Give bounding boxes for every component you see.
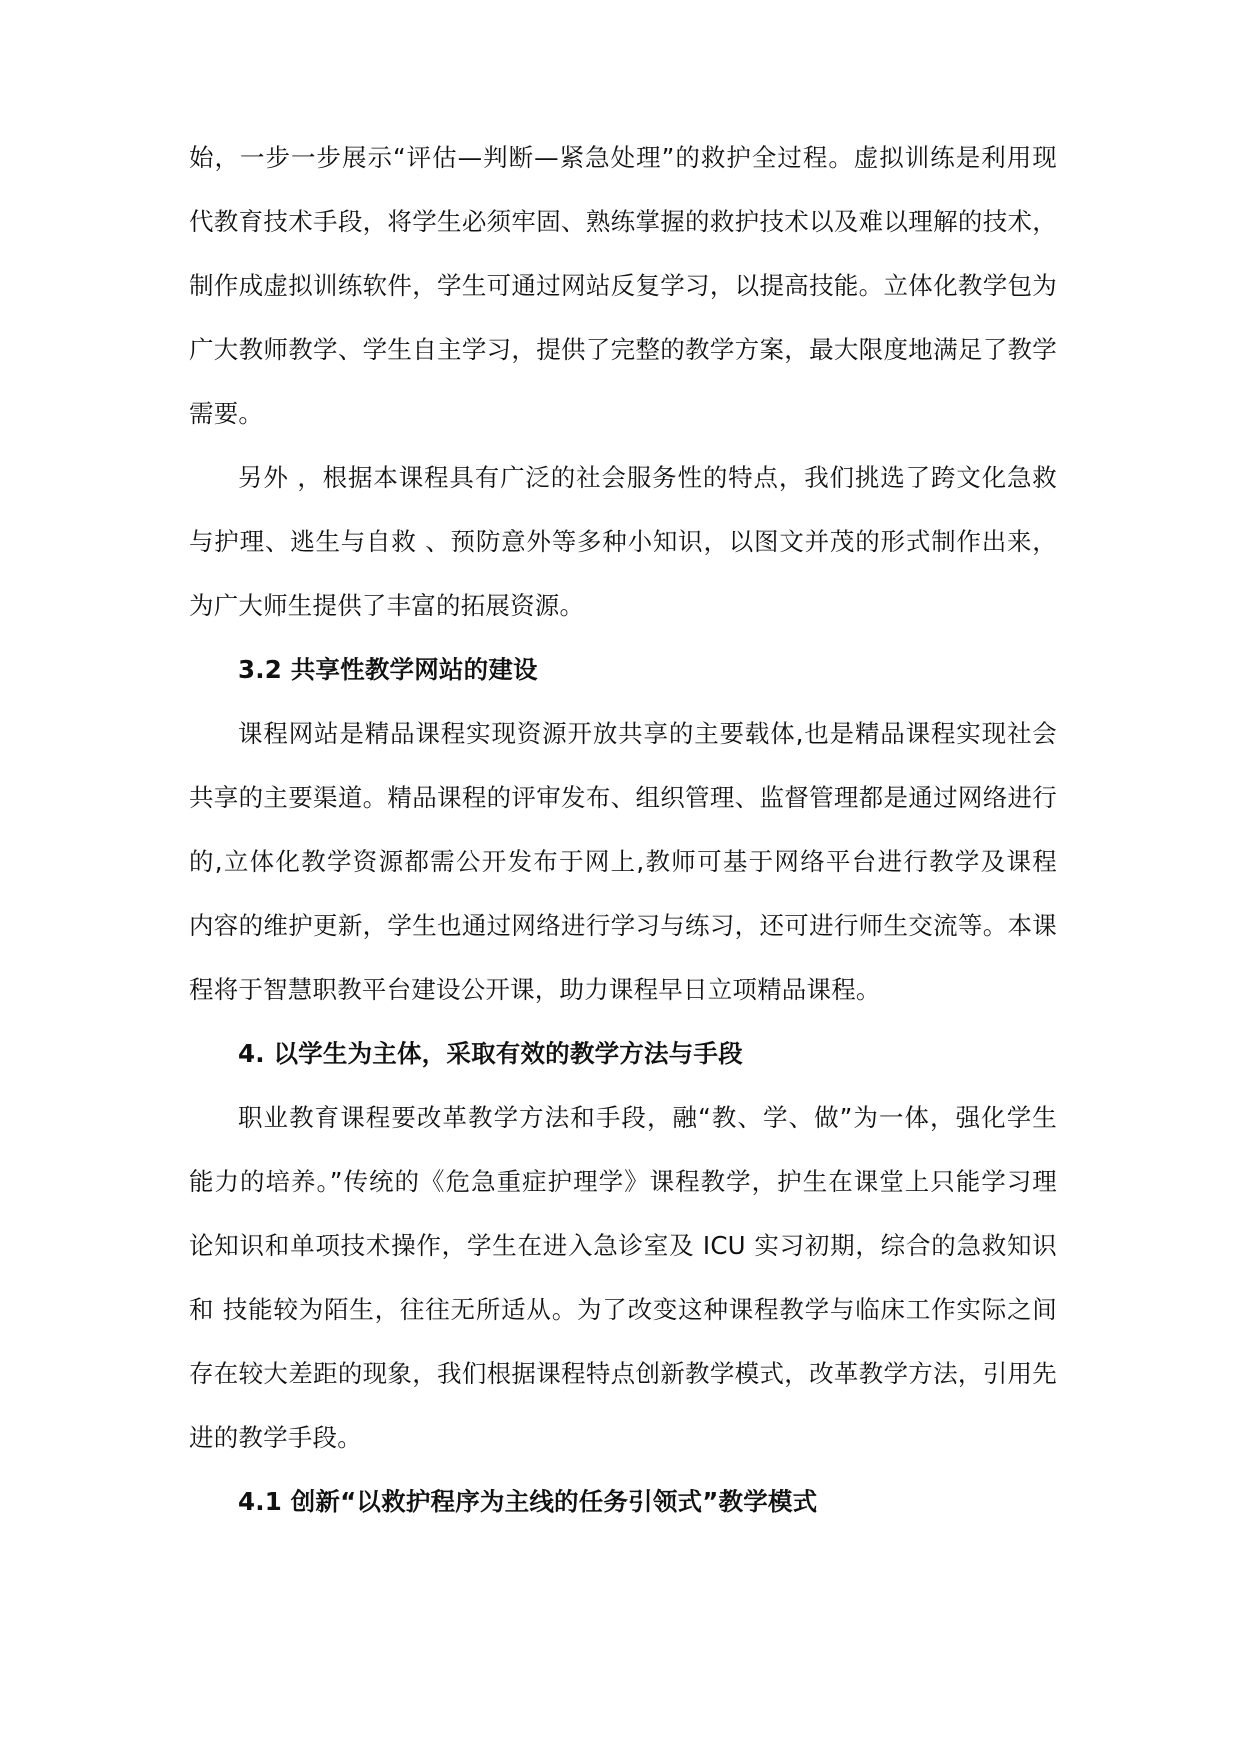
paragraph-line: 课程网站是精品课程实现资源开放共享的主要载体,也是精品课程实现社会 bbox=[238, 719, 1057, 748]
paragraph-line: 与护理、逃生与自救 、预防意外等多种小知识，以图文并茂的形式制作出来， bbox=[189, 527, 1057, 556]
paragraph-line: 和 技能较为陌生，往往无所适从。为了改变这种课程教学与临床工作实际之间 bbox=[189, 1295, 1057, 1324]
paragraph-line: 能力的培养。”传统的《危急重症护理学》课程教学，护生在课堂上只能学习理 bbox=[189, 1167, 1057, 1196]
paragraph-line: 程将于智慧职教平台建设公开课，助力课程早日立项精品课程。 bbox=[189, 975, 881, 1004]
section-heading: 4. 以学生为主体，采取有效的教学方法与手段 bbox=[238, 1039, 743, 1068]
section-heading: 4.1 创新“以救护程序为主线的任务引领式”教学模式 bbox=[238, 1487, 818, 1516]
paragraph-line: 的,立体化教学资源都需公开发布于网上,教师可基于网络平台进行教学及课程 bbox=[189, 847, 1057, 876]
paragraph-line: 内容的维护更新，学生也通过网络进行学习与练习，还可进行师生交流等。本课 bbox=[189, 911, 1057, 940]
section-heading: 3.2 共享性教学网站的建设 bbox=[238, 655, 538, 684]
paragraph-line: 为广大师生提供了丰富的拓展资源。 bbox=[189, 591, 585, 620]
paragraph-line: 代教育技术手段，将学生必须牢固、熟练掌握的救护技术以及难以理解的技术， bbox=[189, 207, 1057, 236]
paragraph-line: 制作成虚拟训练软件，学生可通过网站反复学习，以提高技能。立体化教学包为 bbox=[189, 271, 1057, 300]
paragraph-line: 广大教师教学、学生自主学习，提供了完整的教学方案，最大限度地满足了教学 bbox=[189, 335, 1057, 364]
paragraph-line: 职业教育课程要改革教学方法和手段，融“教、学、做”为一体，强化学生 bbox=[238, 1103, 1057, 1132]
paragraph-line: 存在较大差距的现象，我们根据课程特点创新教学模式，改革教学方法，引用先 bbox=[189, 1359, 1057, 1388]
paragraph-line: 需要。 bbox=[189, 399, 264, 428]
paragraph-line: 论知识和单项技术操作，学生在进入急诊室及 ICU 实习初期，综合的急救知识 bbox=[189, 1231, 1057, 1260]
paragraph-line: 始，一步一步展示“评估—判断—紧急处理”的救护全过程。虚拟训练是利用现 bbox=[189, 143, 1057, 172]
paragraph-line: 进的教学手段。 bbox=[189, 1423, 362, 1452]
paragraph-line: 另外 ，根据本课程具有广泛的社会服务性的特点，我们挑选了跨文化急救 bbox=[238, 463, 1057, 492]
paragraph-line: 共享的主要渠道。精品课程的评审发布、组织管理、监督管理都是通过网络进行 bbox=[189, 783, 1057, 812]
